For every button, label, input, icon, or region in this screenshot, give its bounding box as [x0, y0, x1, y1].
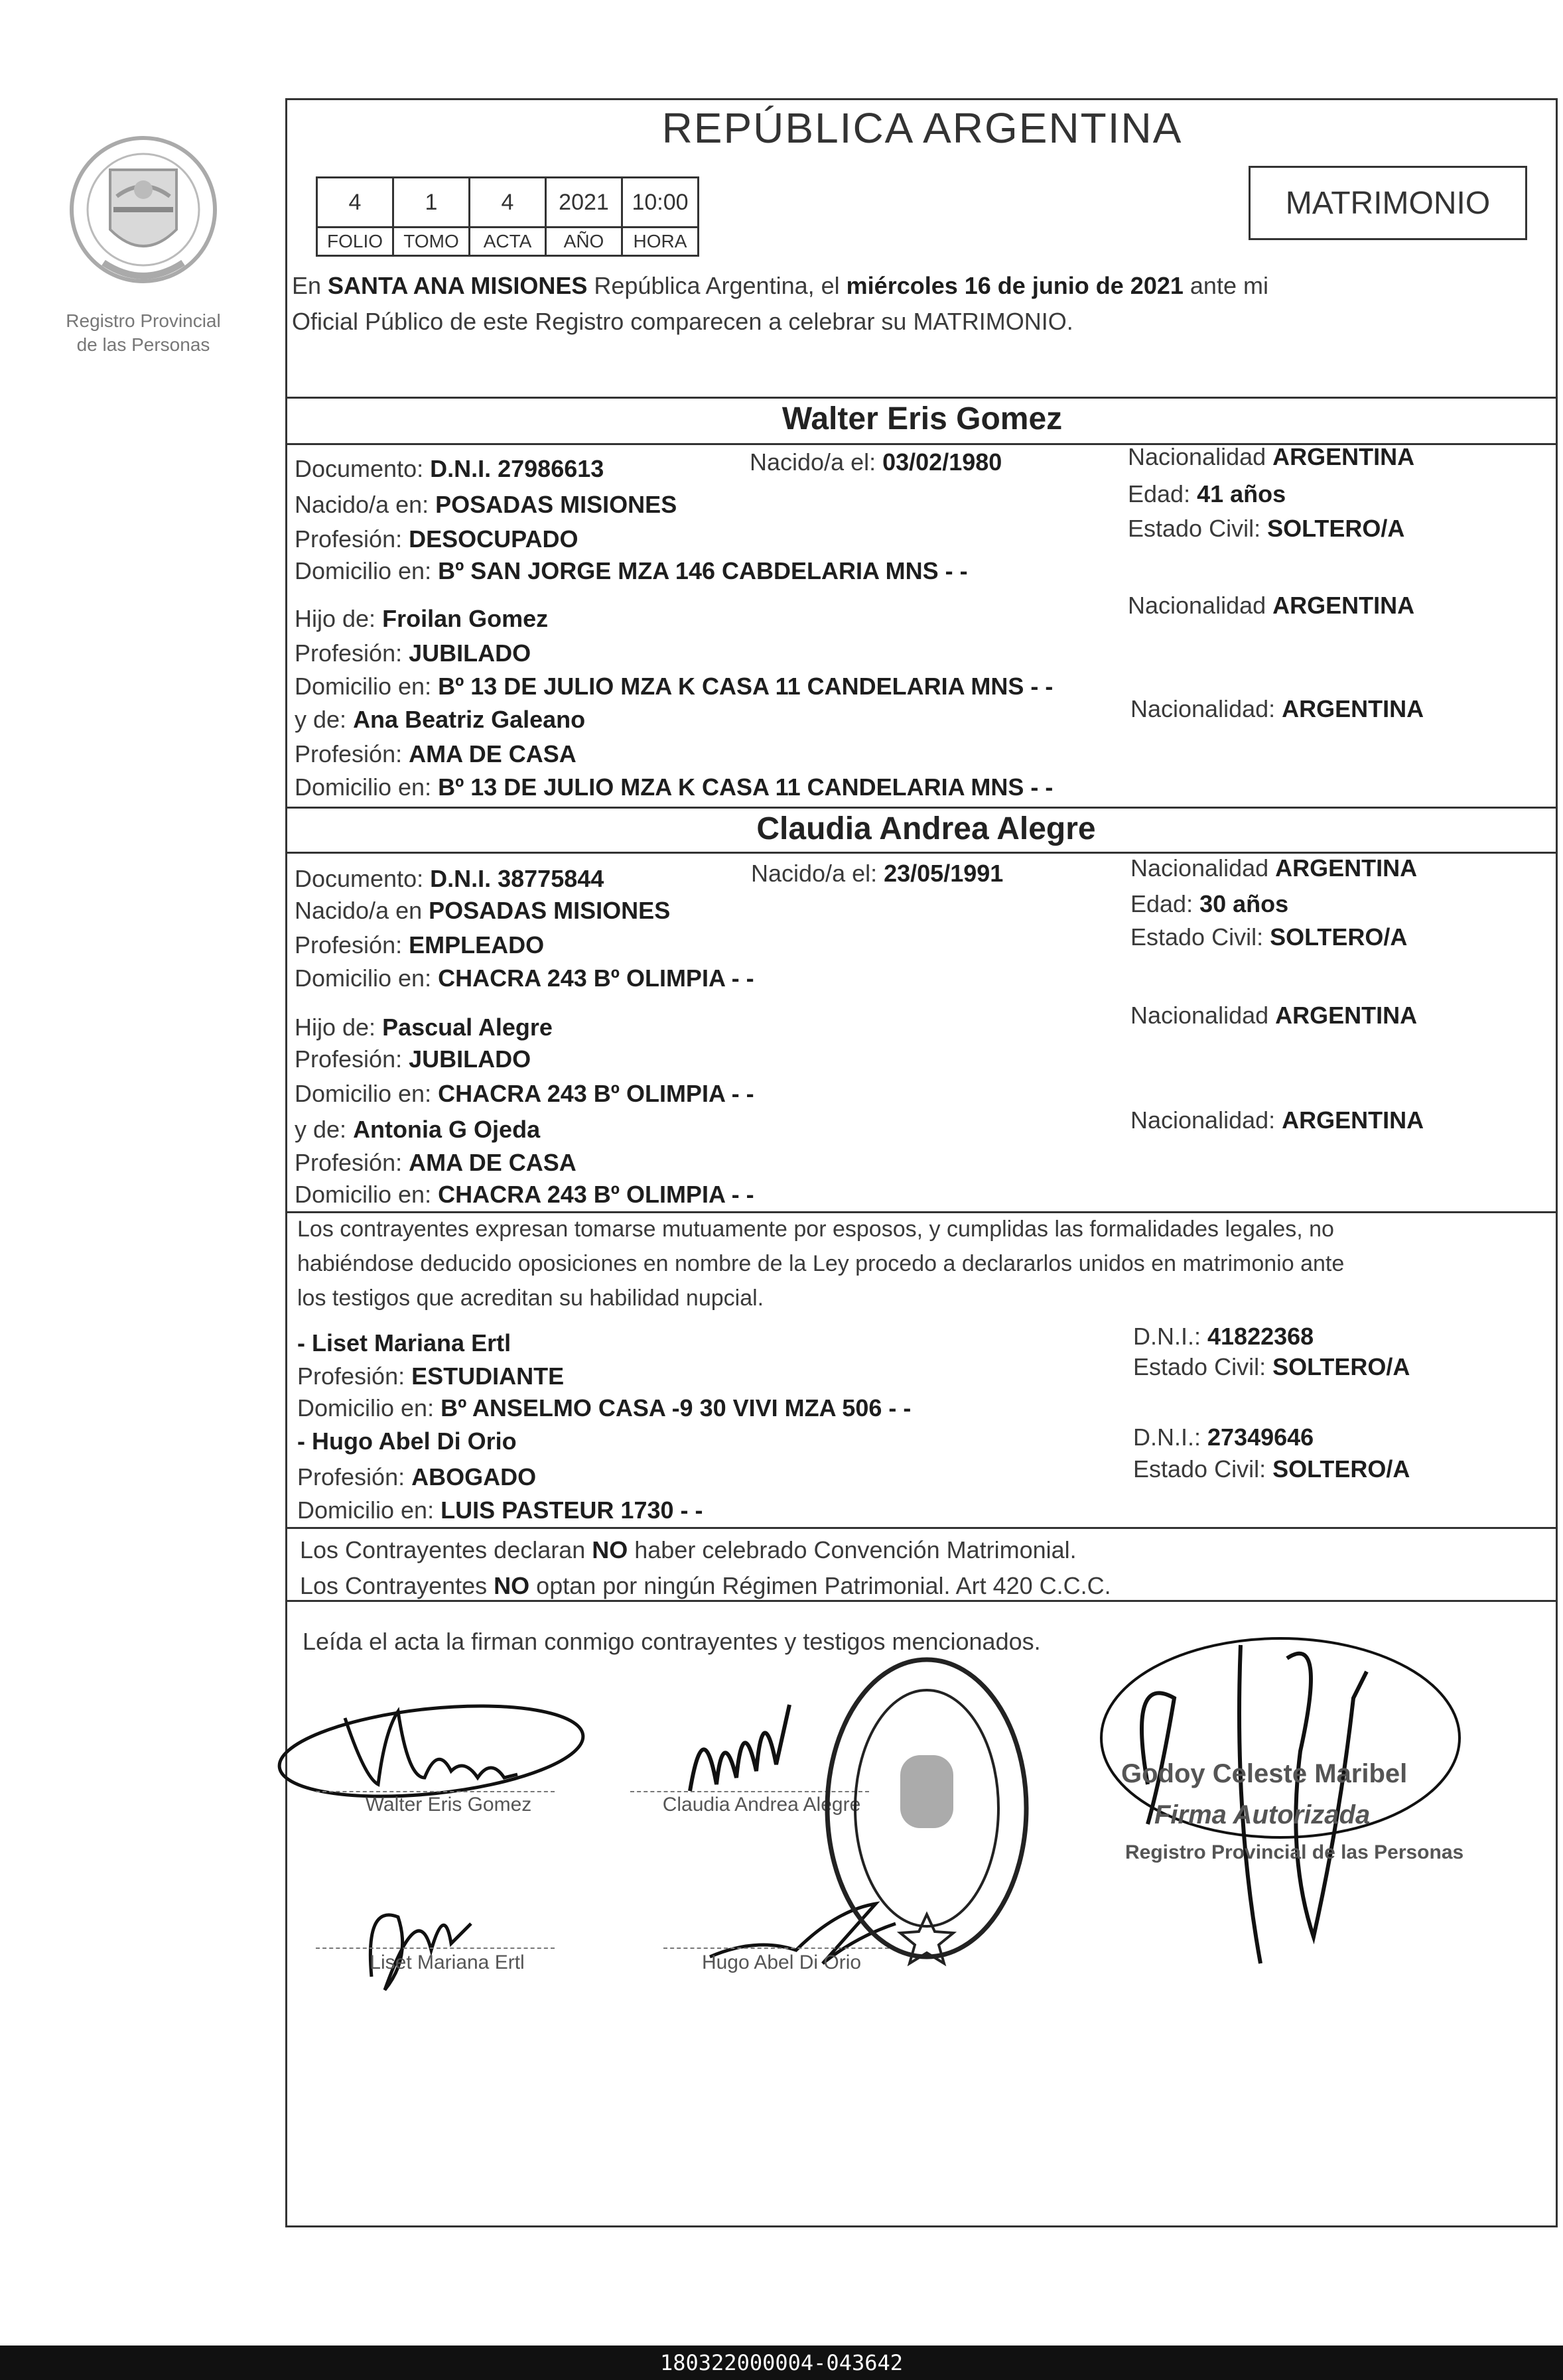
spouse1-mother-profession: Profesión: AMA DE CASA [295, 740, 577, 767]
declaration-line-2: habiéndose deducido oposiciones en nombre de la Ley procedo a declararlos unidos en matrimonio ante [297, 1251, 1345, 1276]
divider [285, 807, 1558, 809]
witness1-dni: D.N.I.: 41822368 [1133, 1323, 1314, 1350]
witness2-profession: Profesión: ABOGADO [297, 1463, 537, 1490]
witness2-civil-status: Estado Civil: SOLTERO/A [1133, 1455, 1410, 1483]
folio-label: FOLIO [317, 228, 393, 256]
witness2-address: Domicilio en: LUIS PASTEUR 1730 - - [297, 1496, 703, 1524]
spouse2-document: Documento: D.N.I. 38775844 [295, 865, 604, 892]
closing-statement: Leída el acta la firman conmigo contrayentes y testigos mencionados. [303, 1628, 1041, 1655]
spouse1-name: Walter Eris Gomez [782, 401, 1063, 436]
divider [285, 1527, 1558, 1529]
authority-title: Firma Autorizada [1154, 1800, 1371, 1829]
witness1-name: - Liset Mariana Ertl [297, 1329, 511, 1356]
tomo-label: TOMO [393, 228, 470, 256]
acta-value: 4 [470, 178, 546, 228]
signature-line [316, 1791, 555, 1792]
spouse2-mother-profession: Profesión: AMA DE CASA [295, 1149, 577, 1176]
page-title: REPÚBLICA ARGENTINA [661, 104, 1183, 152]
acta-label: ACTA [470, 228, 546, 256]
signature-line [316, 1948, 555, 1949]
year-value: 2021 [546, 178, 622, 228]
spouse2-mother: y de: Antonia G Ojeda [295, 1116, 541, 1143]
spouse2-civil-status: Estado Civil: SOLTERO/A [1130, 923, 1408, 951]
intro-line-1: En SANTA ANA MISIONES República Argentina, el miércoles 16 de junio de 2021 ante mi [292, 272, 1268, 299]
signature-label-liset: Liset Mariana Ertl [370, 1951, 525, 1973]
witness2-name: - Hugo Abel Di Orio [297, 1427, 517, 1455]
spouse2-mother-nationality: Nacionalidad: ARGENTINA [1130, 1106, 1424, 1134]
shield-seal-icon [64, 130, 223, 296]
document-code-bar: 180322000004-043642 [0, 2346, 1563, 2380]
record-type-box: MATRIMONIO [1249, 166, 1527, 240]
spouse2-father-nationality: Nacionalidad ARGENTINA [1130, 1002, 1418, 1029]
declaration-line-3: los testigos que acreditan su habilidad nupcial. [297, 1286, 764, 1311]
spouse2-father-profession: Profesión: JUBILADO [295, 1045, 531, 1073]
spouse1-document: Documento: D.N.I. 27986613 [295, 455, 604, 482]
authority-signature-icon [1088, 1619, 1486, 1977]
spouse1-birthplace: Nacido/a en: POSADAS MISIONES [295, 491, 677, 518]
year-label: AÑO [546, 228, 622, 256]
convention-statement: Los Contrayentes declaran NO haber celebrado Convención Matrimonial. [300, 1536, 1077, 1563]
registry-stamp-icon [817, 1649, 1036, 1967]
signature-label-claudia: Claudia Andrea Alegre [662, 1794, 861, 1816]
registry-label: Registro Provincial [66, 310, 221, 331]
spouse1-age: Edad: 41 años [1128, 480, 1286, 507]
spouse1-civil-status: Estado Civil: SOLTERO/A [1128, 515, 1405, 542]
spouse2-birthdate: Nacido/a el: 23/05/1991 [751, 860, 1004, 887]
folio-value: 4 [317, 178, 393, 228]
spouse1-father-profession: Profesión: JUBILADO [295, 639, 531, 667]
divider [285, 397, 1558, 399]
witness1-civil-status: Estado Civil: SOLTERO/A [1133, 1353, 1410, 1380]
spouse1-birthdate: Nacido/a el: 03/02/1980 [750, 448, 1002, 476]
spouse1-mother-address: Domicilio en: Bº 13 DE JULIO MZA K CASA 11 CANDELARIA MNS - - [295, 773, 1053, 801]
declaration-line-1: Los contrayentes expresan tomarse mutuamente por esposos, y cumplidas las formalidades legales, no [297, 1217, 1334, 1242]
spouse2-birthplace: Nacido/a en POSADAS MISIONES [295, 897, 671, 924]
spouse2-father: Hijo de: Pascual Alegre [295, 1014, 553, 1041]
spouse1-father-nationality: Nacionalidad ARGENTINA [1128, 592, 1415, 619]
signature-liset-icon [345, 1877, 491, 2010]
tomo-value: 1 [393, 178, 470, 228]
spouse2-profession: Profesión: EMPLEADO [295, 931, 545, 959]
witness1-profession: Profesión: ESTUDIANTE [297, 1362, 565, 1390]
divider [285, 852, 1558, 854]
regime-statement: Los Contrayentes NO optan por ningún Régimen Patrimonial. Art 420 C.C.C. [300, 1572, 1111, 1599]
spouse2-name: Claudia Andrea Alegre [756, 811, 1096, 846]
signature-label-walter: Walter Eris Gomez [365, 1794, 532, 1816]
witness1-address: Domicilio en: Bº ANSELMO CASA -9 30 VIVI MZA 506 - - [297, 1394, 912, 1421]
authority-office: Registro Provincial de las Personas [1125, 1841, 1464, 1863]
spouse1-father: Hijo de: Froilan Gomez [295, 605, 549, 632]
spouse1-address: Domicilio en: Bº SAN JORGE MZA 146 CABDELARIA MNS - - [295, 557, 968, 584]
witness2-dni: D.N.I.: 27349646 [1133, 1423, 1314, 1451]
registry-label: de las Personas [76, 334, 210, 355]
spouse1-nationality: Nacionalidad ARGENTINA [1128, 443, 1415, 470]
hour-label: HORA [622, 228, 699, 256]
spouse2-father-address: Domicilio en: CHACRA 243 Bº OLIMPIA - - [295, 1080, 754, 1107]
spouse1-profession: Profesión: DESOCUPADO [295, 525, 578, 553]
spouse1-mother: y de: Ana Beatriz Galeano [295, 706, 586, 733]
hour-value: 10:00 [622, 178, 699, 228]
spouse1-mother-nationality: Nacionalidad: ARGENTINA [1130, 695, 1424, 722]
spouse2-age: Edad: 30 años [1130, 890, 1289, 917]
spouse2-nationality: Nacionalidad ARGENTINA [1130, 854, 1418, 882]
spouse2-address: Domicilio en: CHACRA 243 Bº OLIMPIA - - [295, 964, 754, 992]
divider [285, 1600, 1558, 1602]
signature-label-hugo: Hugo Abel Di Orio [701, 1951, 862, 1973]
spouse2-mother-address: Domicilio en: CHACRA 243 Bº OLIMPIA - - [295, 1181, 754, 1208]
spouse1-father-address: Domicilio en: Bº 13 DE JULIO MZA K CASA 11 CANDELARIA MNS - - [295, 673, 1053, 700]
record-index-table [316, 176, 699, 257]
intro-line-2: Oficial Público de este Registro comparecen a celebrar su MATRIMONIO. [292, 308, 1073, 335]
authority-name: Godoy Celeste Maribel [1121, 1759, 1408, 1788]
